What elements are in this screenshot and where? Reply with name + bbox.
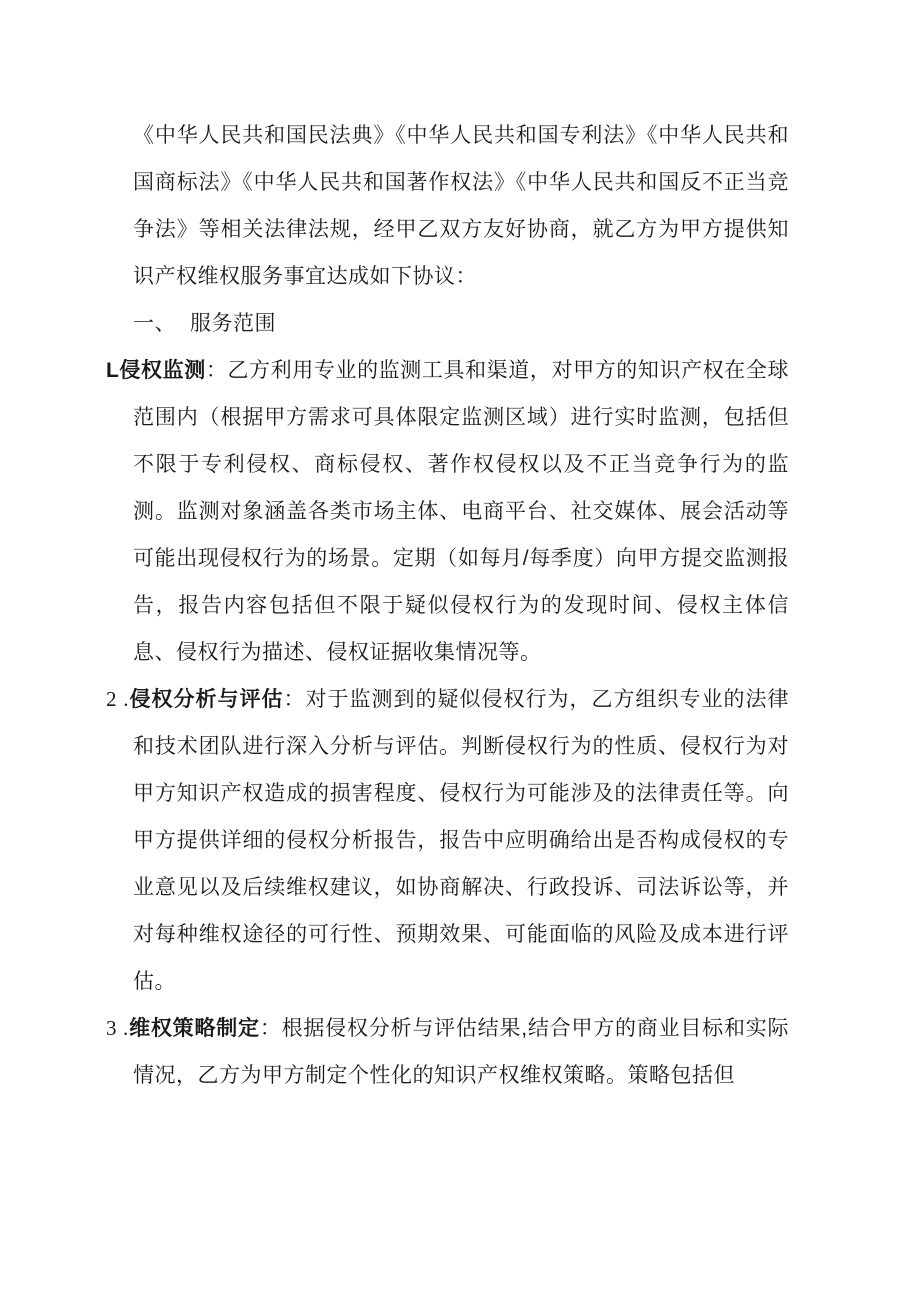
section-title: 服务范围 (190, 312, 276, 335)
item-colon: ： (259, 1017, 282, 1040)
section-heading (133, 300, 789, 347)
item-body: 对于监测到的疑似侵权行为，乙方组织专业的法律和技术团队进行深入分析与评估。判断侵权行为的性质、侵权行为对甲方知识产权造成的损害程度、侵权行为可能涉及的法律责任等。向甲方提供详细的侵权分析报告，报告中应明确给出是否构成侵权的专业意见以及后续维权建议，如协商解决、行政投诉、司法诉讼等，并对每种维权途径的可行性、预期效果、可能面临的风险及成本进行评估。 (133, 688, 789, 993)
item-body: 根据侵权分析与评估结果,结合甲方的商业目标和实际情况，乙方为甲方制定个性化的知识产权维权策略。策略包括但 (133, 1017, 790, 1087)
item-colon: ： (283, 688, 306, 711)
list-item-rights-strategy (106, 1005, 790, 1099)
document-body (106, 112, 790, 1099)
item-label: 侵权分析与评估 (129, 688, 284, 711)
item-number: 3 . (106, 1016, 129, 1040)
item-label: 维权策略制定 (128, 1017, 260, 1040)
item-label: 侵权监测 (119, 359, 206, 382)
section-number: 一、 (133, 312, 176, 335)
item-number: L (106, 359, 120, 382)
intro-paragraph: 《中华人民共和国民法典》《中华人民共和国专利法》《中华人民共和国商标法》《中华人民共和国著作权法》《中华人民共和国反不正当竞争法》等相关法律法规，经甲乙双方友好协商，就乙方为甲方提供知识产权维权服务事宜达成如下协议： (133, 124, 789, 288)
item-body: 乙方利用专业的监测工具和渠道，对甲方的知识产权在全球范围内（根据甲方需求可具体限定监测区域）进行实时监测，包括但不限于专利侵权、商标侵权、著作权侵权以及不正当竞争行为的监测。监测对象涵盖各类市场主体、电商平台、社交媒体、展会活动等可能出现侵权行为的场景。定期（如每月/每季度）向甲方提交监测报告，报告内容包括但不限于疑似侵权行为的发现时间、侵权主体信息、侵权行为描述、侵权证据收集情况等。 (133, 359, 790, 664)
list-item-infringement-analysis (106, 676, 789, 1005)
list-item-infringement-monitoring (106, 347, 790, 676)
item-number: 2 . (106, 687, 129, 711)
item-colon: ： (205, 359, 228, 382)
